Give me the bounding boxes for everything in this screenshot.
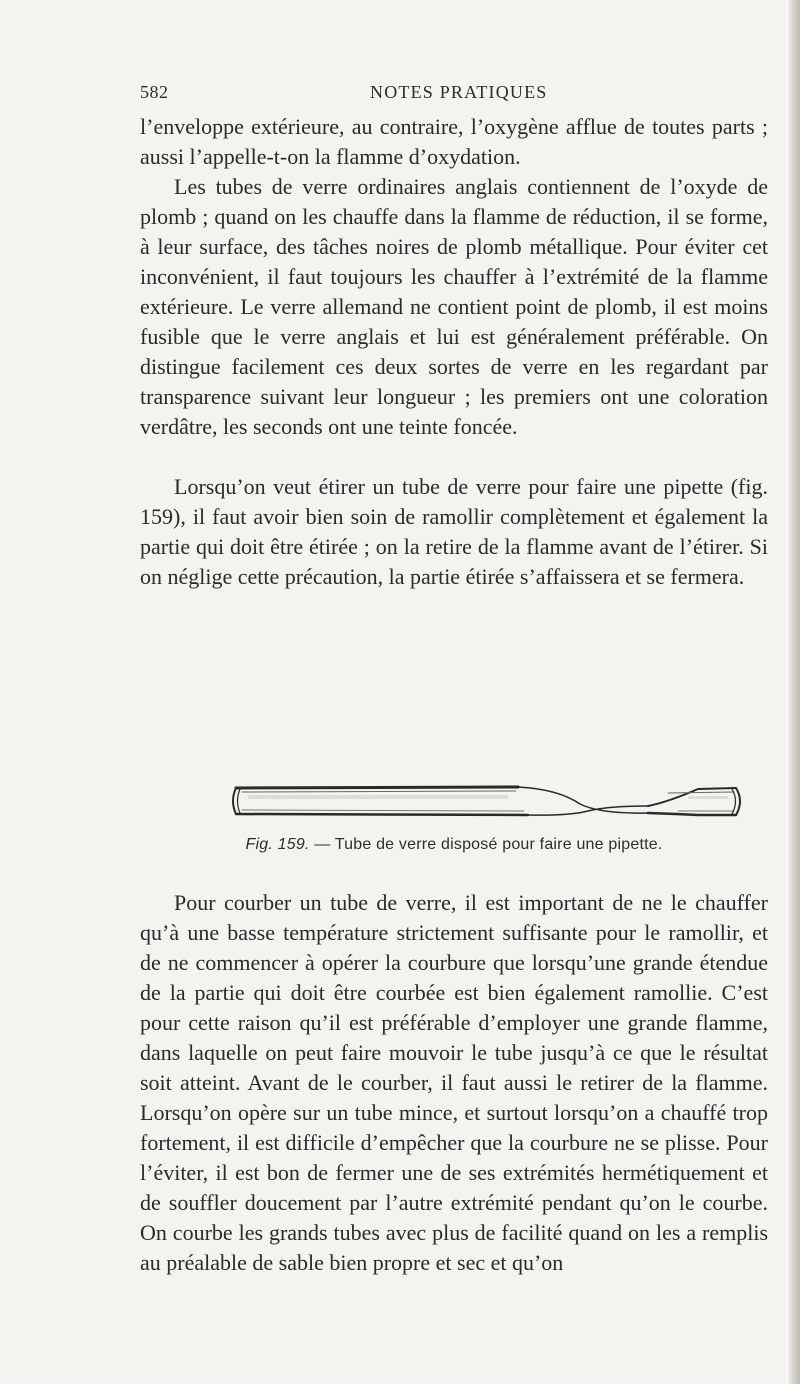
- figure-caption-text: — Tube de verre disposé pour faire une pipette.: [309, 836, 663, 853]
- page-edge-shadow: [786, 0, 800, 1384]
- paragraph-bending-tube: Pour courber un tube de verre, il est important de ne le chauffer qu’à une basse température strictement suffisante pour le ramollir, et de ne commencer à opérer la courbure que lorsqu’une grande étendue de la partie qui doit être courbée est bien également ramollie. C’est pour cette raison qu’il est préférable d’employer une grande flamme, dans laquelle on peut faire mouvoir le tube jusqu’à ce que le résultat soit atteint. Avant de le courber, il faut aussi le retirer de la flamme. Lorsqu’on opère sur un tube mince, et surtout lorsqu’on a chauffé trop fortement, il est difficile d’empêcher que la courbure ne se plisse. Pour l’éviter, il est bon de fermer une de ses extrémités hermétiquement et de souffler doucement par l’autre extrémité pendant qu’on le courbe. On courbe les grands tubes avec plus de facilité quand on les a remplis au préalable de sable bien propre et sec et qu’on: [140, 890, 768, 1275]
- paragraph-pipette: Lorsqu’on veut étirer un tube de verre pour faire une pipette (fig. 159), il faut avoir bien soin de ramollir complètement et également la partie qui doit être étirée ; on la retire de la flamme avant de l’étirer. Si on néglige cette précaution, la partie étirée s’affaissera et se fermera.: [140, 474, 768, 589]
- page-number: 582: [140, 82, 169, 102]
- figure-label: Fig. 159.: [245, 836, 310, 853]
- glass-tube-illustration: [228, 780, 748, 824]
- page-header: [140, 82, 768, 108]
- paragraph-lead-glass: Les tubes de verre ordinaires anglais contiennent de l’oxyde de plomb ; quand on les chauffe dans la flamme de réduction, il se forme, à leur surface, des tâches noires de plomb métallique. Pour éviter cet inconvénient, il faut toujours les chauffer à l’extrémité de la flamme extérieure. Le verre allemand ne contient point de plomb, il est moins fusible que le verre anglais et lui est généralement préférable. On distingue facilement ces deux sortes de verre en les regardant par transparence suivant leur longueur ; les premiers ont une coloration verdâtre, les seconds ont une teinte foncée.: [140, 174, 768, 439]
- figure-159-illustration: [228, 780, 748, 824]
- paragraph-continuation: l’enveloppe extérieure, au contraire, l’oxygène afflue de toutes parts ; aussi l’appelle-t-on la flamme d’oxydation.: [140, 114, 768, 169]
- running-head: NOTES PRATIQUES: [370, 82, 548, 102]
- figure-caption: [140, 834, 768, 856]
